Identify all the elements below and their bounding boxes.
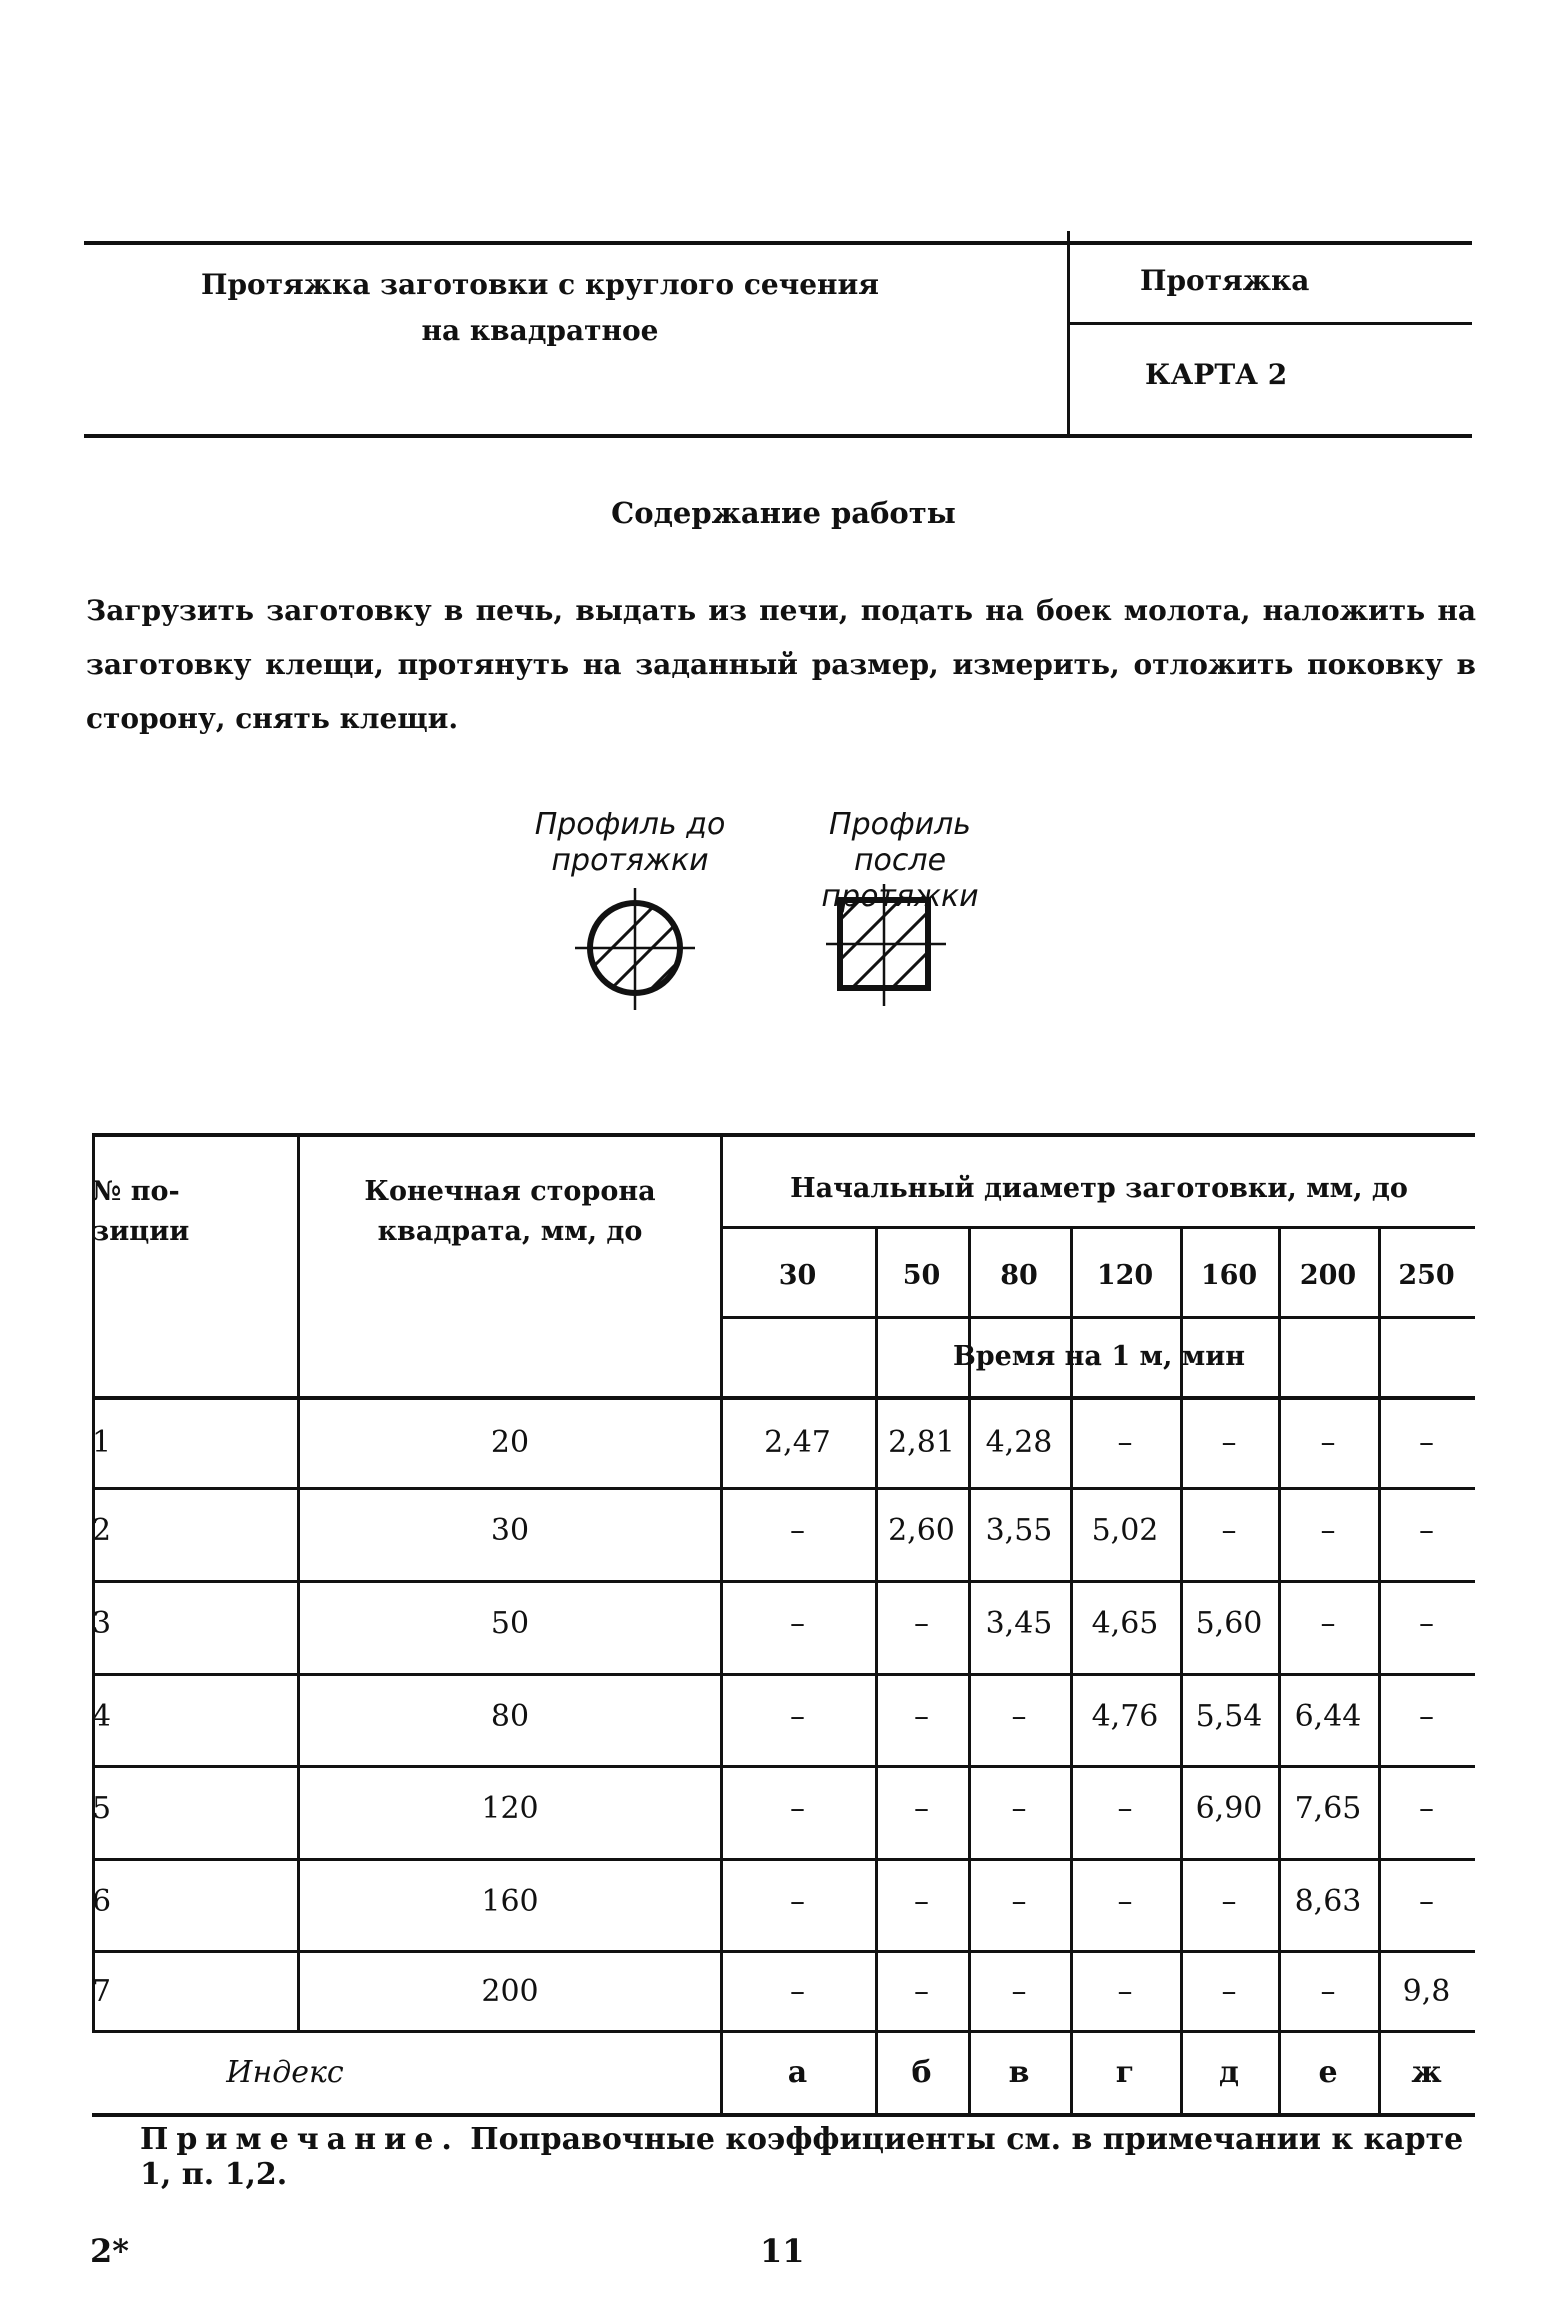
diameter-value: 80 (1000, 1260, 1038, 1291)
time-value: – (1221, 1425, 1237, 1460)
time-value: – (1117, 1425, 1133, 1460)
figure-caption-after-line2: протяжки (821, 879, 979, 914)
header-title-line1: Протяжка заготовки с круглого сечения (201, 268, 879, 301)
diameter-value: 30 (778, 1260, 817, 1291)
time-value: – (914, 1884, 929, 1919)
time-value: – (1011, 1791, 1027, 1826)
time-value: 2,47 (764, 1425, 831, 1460)
row-position: 3 (92, 1606, 112, 1641)
header-title-line2: на квадратное (421, 314, 659, 347)
index-letter: б (911, 2055, 932, 2090)
row-position: 2 (92, 1513, 112, 1548)
diameter-value: 120 (1096, 1260, 1154, 1291)
index-letter: а (787, 2055, 808, 2090)
figure-caption-before-line2: протяжки (551, 843, 709, 878)
time-value: 5,54 (1195, 1699, 1263, 1734)
time-value: – (1419, 1606, 1434, 1641)
time-value: 7,65 (1294, 1791, 1362, 1826)
row-side: 80 (490, 1699, 530, 1734)
time-value: 3,45 (985, 1606, 1053, 1641)
time-value: 6,90 (1195, 1791, 1263, 1826)
time-value: 3,55 (985, 1513, 1053, 1548)
row-position: 5 (92, 1791, 112, 1826)
index-letter: г (1115, 2055, 1135, 2090)
time-value: 9,8 (1402, 1974, 1451, 2009)
figure-caption-before (520, 807, 740, 879)
time-value: – (790, 1699, 805, 1734)
header-title (120, 262, 960, 354)
row-side: 160 (481, 1884, 539, 1919)
time-value: – (1320, 1425, 1336, 1460)
square-profile-figure (820, 880, 960, 1020)
time-value: – (790, 1606, 805, 1641)
time-value: – (1011, 1884, 1027, 1919)
time-value: – (1011, 1974, 1027, 2009)
time-value: – (1221, 1884, 1237, 1919)
time-value: 5,02 (1091, 1513, 1159, 1548)
header-pos-line2: зиции (92, 1216, 190, 1247)
index-letter: ж (1411, 2055, 1442, 2090)
time-value: – (914, 1974, 929, 2009)
header-side-line1: Конечная сторона (364, 1176, 656, 1207)
card-number: КАРТА 2 (1145, 358, 1288, 391)
row-side: 50 (490, 1606, 530, 1641)
row-position: 1 (92, 1425, 112, 1460)
time-value: – (1419, 1884, 1434, 1919)
table-bottom-rule (92, 2113, 1475, 2117)
time-value: – (1221, 1974, 1237, 2009)
row-side: 200 (481, 1974, 539, 2009)
page-number: 11 (760, 2232, 805, 2270)
row-position: 4 (92, 1699, 112, 1734)
time-value: – (1419, 1513, 1434, 1548)
section-title: Содержание работы (611, 496, 956, 530)
diameter-value: 250 (1398, 1260, 1455, 1291)
row-side: 30 (490, 1513, 530, 1548)
row-position: 7 (92, 1974, 112, 2009)
time-value: – (1221, 1513, 1237, 1548)
header-right-divider (1069, 322, 1472, 325)
time-value: – (1320, 1974, 1336, 2009)
time-value: – (1117, 1791, 1133, 1826)
note (140, 2122, 1490, 2192)
work-description: Загрузить заготовку в печь, выдать из печи, подать на боек молота, наложить на заготовку клещи, протянуть на заданный размер, измерить, отложить поковку в сторону, снять клещи. (86, 594, 1476, 735)
time-value: – (790, 1513, 805, 1548)
index-letter: д (1219, 2055, 1239, 2090)
row-position: 6 (92, 1884, 112, 1919)
time-value: – (1419, 1425, 1434, 1460)
diameter-value: 200 (1299, 1260, 1357, 1291)
time-value: 4,65 (1091, 1606, 1159, 1641)
time-value: – (1419, 1699, 1434, 1734)
header-time: Время на 1 м, мин (952, 1341, 1246, 1372)
time-value: – (914, 1606, 929, 1641)
note-label: Примечание. (140, 2122, 460, 2157)
operation-name: Протяжка (1140, 264, 1310, 297)
header-side-line2: квадрата, мм, до (377, 1216, 643, 1247)
time-value: – (914, 1699, 929, 1734)
header-pos-line1: № по- (92, 1176, 180, 1207)
time-value: – (1117, 1884, 1133, 1919)
diameter-header-rule (720, 1226, 1475, 1229)
note-text: Поправочные коэффициенты см. в примечании к карте 1, п. 1,2. (140, 2122, 1464, 2192)
time-value: 4,28 (985, 1425, 1053, 1460)
time-value: – (790, 1791, 805, 1826)
figure-caption-before-line1: Профиль до (534, 807, 726, 842)
header-bottom-rule (84, 434, 1472, 438)
diameter-values-rule (720, 1316, 1475, 1319)
time-value: – (1117, 1974, 1133, 2009)
index-label: Индекс (226, 2055, 344, 2090)
time-value: 8,63 (1294, 1884, 1362, 1919)
time-value: – (1320, 1606, 1336, 1641)
time-value: – (1320, 1513, 1336, 1548)
index-letter: в (1008, 2055, 1030, 2090)
time-value: 2,60 (888, 1513, 955, 1548)
time-value: 2,81 (888, 1425, 955, 1460)
row-side: 20 (490, 1425, 530, 1460)
time-value: 4,76 (1091, 1699, 1159, 1734)
header-divider (1067, 231, 1070, 438)
time-value: – (914, 1791, 929, 1826)
time-value: – (790, 1884, 805, 1919)
time-value: – (1011, 1699, 1027, 1734)
round-profile-figure (560, 880, 710, 1020)
time-value: 5,60 (1195, 1606, 1263, 1641)
time-value: 6,44 (1294, 1699, 1362, 1734)
diameter-value: 160 (1200, 1260, 1258, 1291)
row-side: 120 (481, 1791, 539, 1826)
time-value: – (1419, 1791, 1434, 1826)
time-value: – (790, 1974, 805, 2009)
figure-caption-after-line1: Профиль после (829, 807, 971, 878)
footer-mark: 2* (90, 2232, 129, 2270)
header-top-rule (84, 241, 1472, 245)
diameter-value: 50 (902, 1260, 941, 1291)
header-diameter: Начальный диаметр заготовки, мм, до (790, 1173, 1408, 1204)
index-letter: е (1318, 2055, 1338, 2090)
